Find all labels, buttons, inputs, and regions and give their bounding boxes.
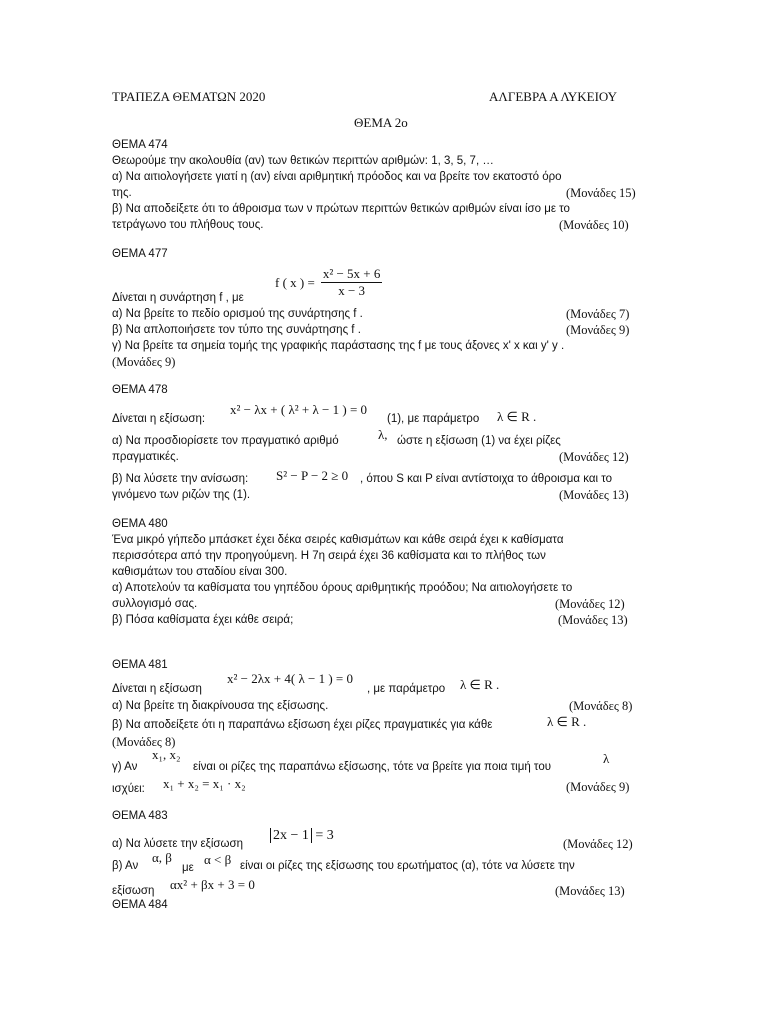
topic-481-line: ισχύει: (112, 783, 145, 795)
topic-481-line: , με παράμετρο (367, 683, 446, 695)
parameter-domain: λ ∈ R . (547, 714, 587, 729)
absolute-value: 2x − 1 (270, 828, 312, 843)
fraction-denominator: x − 3 (338, 283, 366, 298)
fraction-numerator: x² − 5x + 6 (322, 266, 381, 281)
topic-477-title: ΘΕΜΑ 477 (112, 248, 168, 260)
equation-481: x² − 2λx + 4( λ − 1 ) = 0 (227, 671, 353, 686)
topic-478-line: (1), με παράμετρο (387, 413, 480, 425)
topic-478-line: ώστε η εξίσωση (1) να έχει ρίζες (397, 435, 561, 447)
topic-481-points: (Μονάδες 9) (566, 780, 630, 794)
topic-477-line: γ) Να βρείτε τα σημεία τομής της γραφικής παράστασης της f με τους άξονες x' x και y' y . (112, 340, 565, 352)
topic-478-title: ΘΕΜΑ 478 (112, 384, 168, 396)
topic-474-title: ΘΕΜΑ 474 (112, 139, 168, 151)
topic-474-line: Θεωρούμε την ακολουθία (αν) των θετικών περιττών αριθμών: 1, 3, 5, 7, … (112, 155, 494, 167)
topic-480-line: περισσότερα από την προηγούμενη. Η 7η σειρά έχει 36 καθίσματα και το πλήθος των (112, 550, 546, 562)
topic-474-points: (Μονάδες 15) (566, 186, 636, 200)
topic-478-line: β) Να λύσετε την ανίσωση: (112, 473, 249, 485)
topic-474-line: τετράγωνο του πλήθους τους. (112, 219, 264, 231)
topic-481-points: (Μονάδες 8) (569, 699, 633, 713)
topic-478-points: (Μονάδες 13) (559, 488, 629, 502)
inequality: S² − P − 2 ≥ 0 (276, 468, 349, 483)
topic-484-title: ΘΕΜΑ 484 (112, 899, 168, 911)
topic-477-points: (Μονάδες 9) (112, 355, 176, 369)
alpha-beta: α, β (152, 850, 172, 865)
topic-480-line: καθισμάτων του σταδίου είναι 300. (112, 566, 288, 578)
topic-481-points: (Μονάδες 8) (112, 735, 176, 749)
header-right: ΑΛΓΕΒΡΑ Α ΛΥΚΕΙΟΥ (489, 89, 618, 104)
topic-483-line: είναι οι ρίζες της εξίσωσης του ερωτήματος (α), τότε να λύσετε την (240, 860, 575, 872)
topic-480-points: (Μονάδες 12) (555, 597, 625, 611)
lambda-symbol: λ (603, 751, 610, 766)
topic-477-line: α) Να βρείτε το πεδίο ορισμού της συνάρτησης f . (112, 308, 363, 320)
topic-474-points: (Μονάδες 10) (559, 218, 629, 232)
fraction (321, 266, 383, 299)
topic-478-line: α) Να προσδιορίσετε τον πραγματικό αριθμό (112, 435, 339, 447)
topic-481-line: είναι οι ρίζες της παραπάνω εξίσωσης, τότε να βρείτε για ποια τιμή του (193, 761, 551, 773)
roots-relation: x₁ + x₂ = x₁ · x₂ (163, 776, 246, 791)
topic-480-line: β) Πόσα καθίσματα έχει κάθε σειρά; (112, 614, 294, 626)
topic-477-line: β) Να απλοποιήσετε τον τύπο της συνάρτησης f . (112, 324, 361, 336)
function-lhs: f ( x ) = (275, 274, 315, 290)
topic-478-line: Δίνεται η εξίσωση: (112, 413, 206, 425)
topic-474-line: β) Να αποδείξετε ότι το άθροισμα των ν πρώτων περιττών θετικών αριθμών είναι ίσο με το (112, 203, 570, 215)
topic-477-line: Δίνεται η συνάρτηση f , με (112, 292, 244, 304)
equation-478: x² − λx + ( λ² + λ − 1 ) = 0 (230, 402, 368, 417)
lambda-symbol: λ, (378, 427, 388, 442)
topic-478-line: , όπου S και P είναι αντίστοιχα το άθροισμα και το (360, 473, 612, 485)
parameter-domain: λ ∈ R . (497, 409, 537, 424)
topic-478-points: (Μονάδες 12) (559, 450, 629, 464)
topic-480-line: Ένα μικρό γήπεδο μπάσκετ έχει δέκα σειρές καθισμάτων και κάθε σειρά έχει κ καθίσματα (112, 534, 564, 546)
topic-483-title: ΘΕΜΑ 483 (112, 810, 168, 822)
section-title: ΘΕΜΑ 2ο (354, 115, 408, 130)
topic-480-line: α) Αποτελούν τα καθίσματα του γηπέδου όρους αριθμητικής προόδου; Να αιτιολογήσετε το (112, 582, 573, 594)
equation-483: αx² + βx + 3 = 0 (170, 877, 255, 892)
topic-478-line: πραγματικές. (112, 451, 179, 463)
topic-474-line: α) Να αιτιολογήσετε γιατί η (αν) είναι αριθμητική πρόοδος και να βρείτε τον εκατοστό όρο (112, 171, 562, 183)
topic-478-line: γινόμενο των ριζών της (1). (112, 489, 251, 501)
topic-483-line: α) Να λύσετε την εξίσωση (112, 838, 243, 850)
topic-480-points: (Μονάδες 13) (558, 613, 628, 627)
topic-483-line: εξίσωση (112, 885, 155, 897)
topic-480-title: ΘΕΜΑ 480 (112, 518, 168, 530)
topic-483-line: β) Αν (112, 860, 139, 872)
topic-483-line: με (182, 862, 194, 874)
header-left: ΤΡΑΠΕΖΑ ΘΕΜΑΤΩΝ 2020 (112, 89, 266, 104)
topic-481-line: β) Να αποδείξετε ότι η παραπάνω εξίσωση έχει ρίζες πραγματικές για κάθε (112, 719, 493, 731)
absolute-rhs: = 3 (315, 828, 334, 843)
alpha-less-beta: α < β (204, 852, 232, 867)
topic-481-line: Δίνεται η εξίσωση (112, 683, 202, 695)
parameter-domain: λ ∈ R . (460, 677, 500, 692)
topic-481-line: γ) Αν (112, 761, 138, 773)
topic-480-line: συλλογισμό σας. (112, 598, 198, 610)
function-formula (275, 266, 382, 299)
topic-481-line: α) Να βρείτε τη διακρίνουσα της εξίσωσης. (112, 700, 329, 712)
topic-477-points: (Μονάδες 7) (566, 307, 630, 321)
topic-483-points: (Μονάδες 12) (563, 837, 633, 851)
topic-477-points: (Μονάδες 9) (566, 323, 630, 337)
topic-474-line: της. (112, 187, 132, 199)
topic-481-title: ΘΕΜΑ 481 (112, 659, 168, 671)
absolute-equation (270, 828, 334, 844)
topic-483-points: (Μονάδες 13) (555, 884, 625, 898)
roots-symbol: x₁, x₂ (152, 747, 181, 762)
